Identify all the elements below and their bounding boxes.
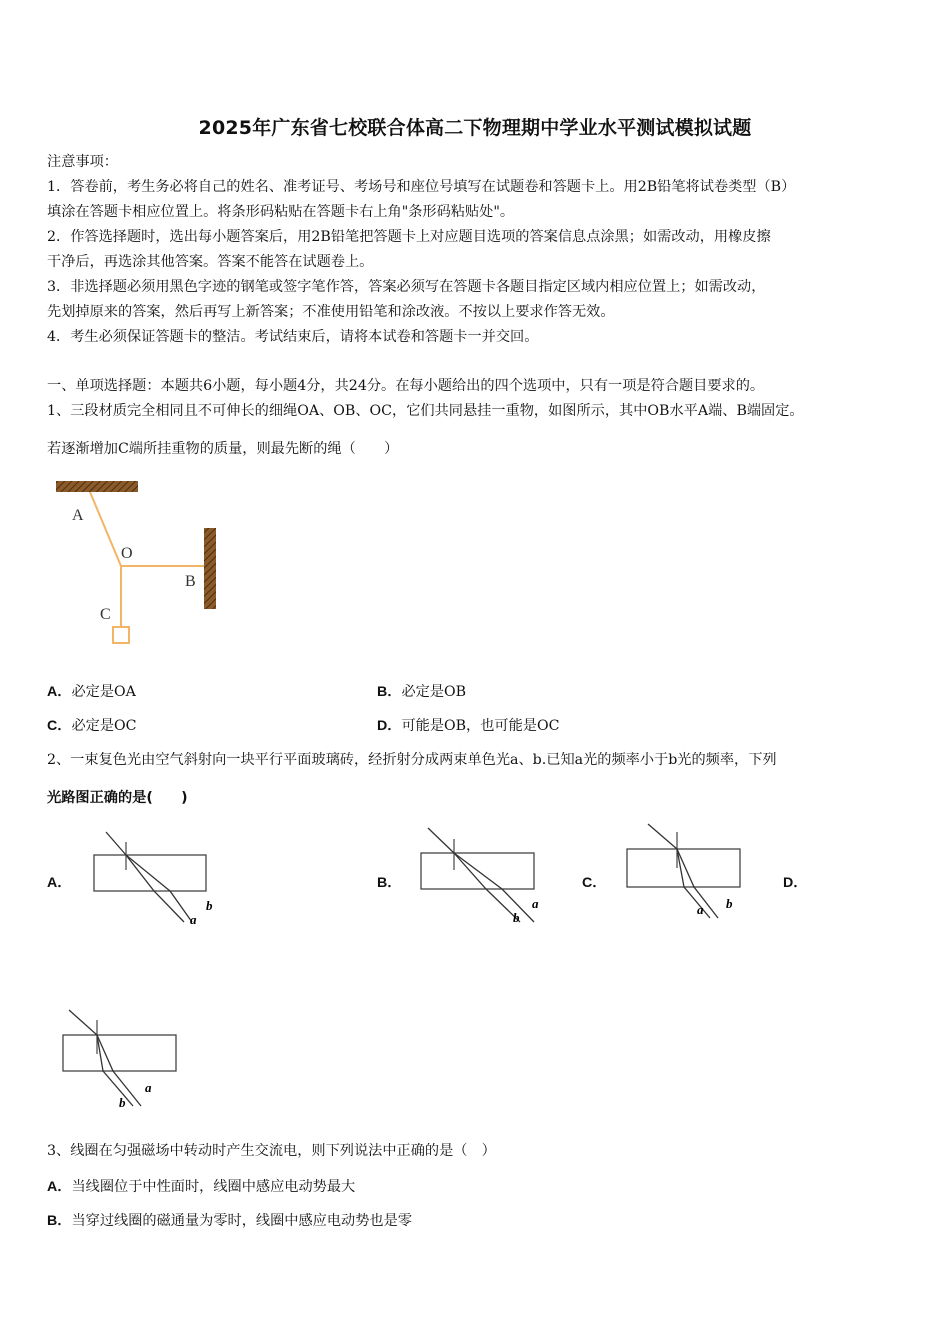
option-letter: A． xyxy=(47,684,72,700)
q1-option-c[interactable] xyxy=(47,715,137,735)
option-text: 当线圈位于中性面时，线圈中感应电动势最大 xyxy=(71,1179,356,1195)
option-letter: A． xyxy=(47,875,72,891)
label-b: B xyxy=(185,573,196,590)
notice-line: 先划掉原来的答案，然后再写上新答案；不准使用铅笔和涂改液。不按以上要求作答无效。 xyxy=(47,304,615,320)
option-letter: A． xyxy=(47,1179,72,1195)
notice-line: 4．考生必须保证答题卡的整洁。考试结束后，请将本试卷和答题卡一并交回。 xyxy=(47,329,539,345)
ray-label-a: a xyxy=(532,896,539,911)
q2-option-a[interactable] xyxy=(47,872,71,892)
q3-stem: 3、线圈在匀强磁场中转动时产生交流电，则下列说法中正确的是（ ） xyxy=(47,1143,496,1159)
q3-option-b[interactable] xyxy=(47,1210,412,1230)
option-letter: D． xyxy=(783,875,808,891)
notice-heading: 注意事项： xyxy=(47,154,118,170)
q1-option-d[interactable] xyxy=(377,715,559,735)
page-title: 2025年广东省七校联合体高二下物理期中学业水平测试模拟试题 xyxy=(198,117,752,139)
q2-option-c[interactable] xyxy=(582,872,606,892)
q1-option-b[interactable] xyxy=(377,681,466,701)
option-text: 当穿过线圈的磁通量为零时，线圈中感应电动势也是零 xyxy=(71,1213,412,1229)
q2-option-d[interactable] xyxy=(783,872,807,892)
notice-line: 填涂在答题卡相应位置上。将条形码粘贴在答题卡右上角"条形码粘贴处"。 xyxy=(47,204,515,220)
option-text: 可能是OB，也可能是OC xyxy=(401,718,560,734)
ray-label-b: b xyxy=(726,896,733,911)
ray-label-a: a xyxy=(145,1080,152,1095)
notice-line: 2．作答选择题时，选出每小题答案后，用2B铅笔把答题卡上对应题目选项的答案信息点涂黑；如需改动，用橡皮擦 xyxy=(47,229,771,245)
q2-option-b[interactable] xyxy=(377,872,401,892)
option-letter: D． xyxy=(377,718,402,734)
option-letter: B． xyxy=(377,684,402,700)
ray-label-b: b xyxy=(119,1095,126,1110)
q2-figure-c xyxy=(618,820,748,928)
ray-label-a: a xyxy=(190,912,197,927)
option-letter: B． xyxy=(377,875,402,891)
q2-stem-cont: 光路图正确的是( ) xyxy=(47,790,188,806)
q1-option-a[interactable] xyxy=(47,681,136,701)
option-letter: C． xyxy=(582,875,607,891)
q2-figure-d xyxy=(55,1006,190,1116)
option-text: 必定是OC xyxy=(71,718,137,734)
label-c: C xyxy=(100,606,111,623)
q1-rope-figure xyxy=(48,476,228,651)
ray-label-a: a xyxy=(697,902,704,917)
ceiling-support xyxy=(56,481,138,492)
ray-label-b: b xyxy=(206,898,213,913)
label-a: A xyxy=(72,507,84,524)
notice-line: 1．答卷前，考生务必将自己的姓名、准考证号、考场号和座位号填写在试题卷和答题卡上。用2B铅笔将试卷类型（B） xyxy=(47,179,796,195)
q2-figure-a xyxy=(88,822,223,930)
option-letter: C． xyxy=(47,718,72,734)
notice-line: 干净后，再选涂其他答案。答案不能答在试题卷上。 xyxy=(47,254,374,270)
q3-option-a[interactable] xyxy=(47,1176,355,1196)
q2-figure-b xyxy=(412,822,552,930)
ray-label-b: b xyxy=(513,910,520,925)
q2-stem: 2、一束复色光由空气斜射向一块平行平面玻璃砖，经折射分成两束单色光a、b.已知a光的频率小于b光的频率，下列 xyxy=(47,752,777,768)
rope-oa xyxy=(90,492,121,566)
option-text: 必定是OB xyxy=(401,684,467,700)
option-text: 必定是OA xyxy=(71,684,136,700)
wall-support xyxy=(204,528,216,609)
q1-stem: 1、三段材质完全相同且不可伸长的细绳OA、OB、OC，它们共同悬挂一重物，如图所示，其中OB水平A端、B端固定。 xyxy=(47,403,804,419)
q1-stem-cont: 若逐渐增加C端所挂重物的质量，则最先断的绳（ ） xyxy=(47,441,399,457)
notice-line: 3．非选择题必须用黑色字迹的钢笔或签字笔作答，答案必须写在答题卡各题目指定区域内相应位置上；如需改动， xyxy=(47,279,766,295)
section-heading: 一、单项选择题：本题共6小题，每小题4分，共24分。在每小题给出的四个选项中，只有一项是符合题目要求的。 xyxy=(47,378,765,394)
label-o: O xyxy=(121,545,133,562)
hanging-weight xyxy=(113,627,129,643)
option-letter: B． xyxy=(47,1213,72,1229)
